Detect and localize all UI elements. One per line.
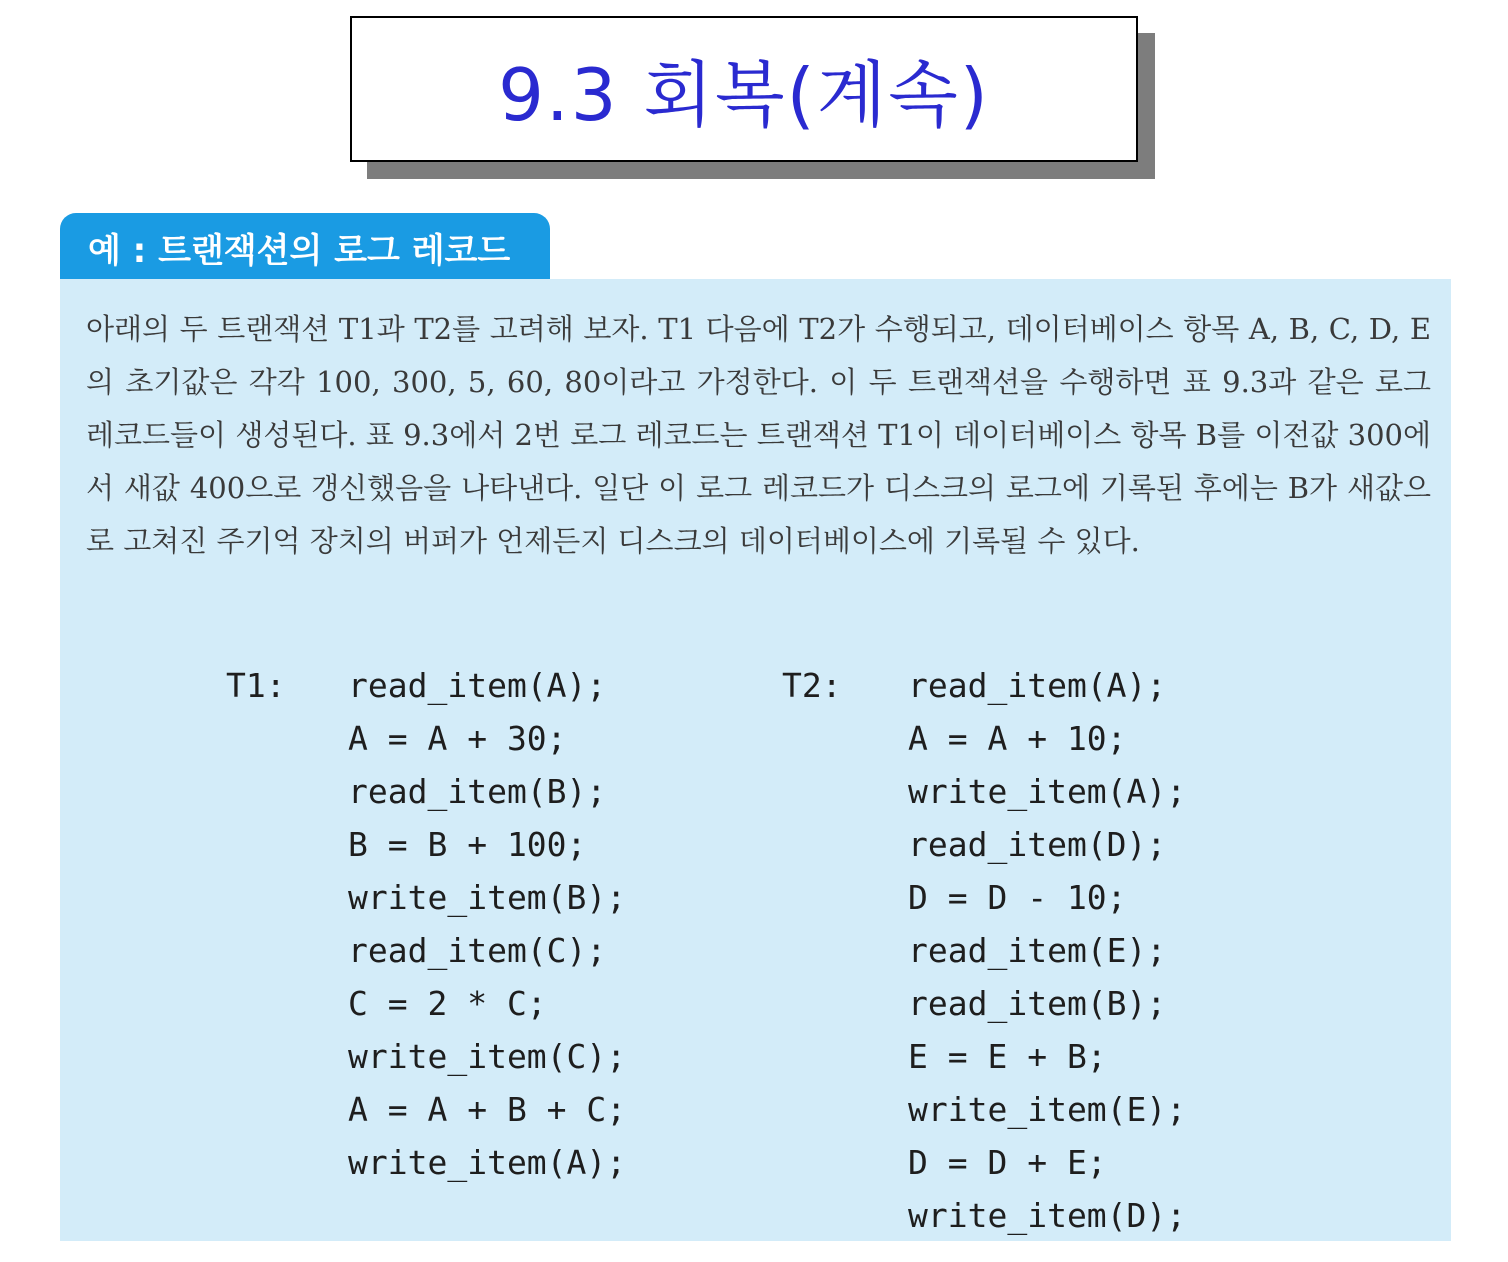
- example-content-panel: [60, 279, 1451, 1241]
- code-line: write_item(A);: [908, 772, 1187, 811]
- t1-label: T1:: [226, 666, 286, 705]
- t2-code-block: [908, 659, 1186, 1242]
- code-line: write_item(E);: [908, 1090, 1187, 1129]
- code-line: D = D - 10;: [908, 878, 1127, 917]
- page-title: 9.3 회복(계속): [498, 53, 990, 137]
- code-line: write_item(D);: [908, 1196, 1187, 1235]
- code-line: D = D + E;: [908, 1143, 1107, 1182]
- title-box: [350, 16, 1138, 162]
- code-line: read_item(C);: [348, 931, 607, 970]
- code-line: read_item(A);: [908, 666, 1167, 705]
- code-line: A = A + 30;: [348, 719, 567, 758]
- code-line: read_item(A);: [348, 666, 607, 705]
- code-line: B = B + 100;: [348, 825, 587, 864]
- code-line: write_item(B);: [348, 878, 627, 917]
- code-line: read_item(D);: [908, 825, 1167, 864]
- example-header-tab: [60, 213, 550, 281]
- t1-code-block: [348, 659, 626, 1189]
- example-header-label: 예 : 트랜잭션의 로그 레코드: [88, 230, 511, 271]
- code-line: A = A + 10;: [908, 719, 1127, 758]
- code-line: read_item(E);: [908, 931, 1167, 970]
- intro-paragraph: 아래의 두 트랜잭션 T1과 T2를 고려해 보자. T1 다음에 T2가 수행되고, 데이터베이스 항목 A, B, C, D, E의 초기값은 각각 100, 300, 5, 60, 80이라고 가정한다. 이 두 트랜잭션을 수행하면 표 9.3과 같은 로그 레코드들이 생성된다. 표 9.3에서 2번 로그 레코드는 트랜잭션 T1이 데이터베이스 항목 B를 이전값 300에서 새값 400으로 갱신했음을 나타낸다. 일단 이 로그 레코드가 디스크의 로그에 기록된 후에는 B가 새값으로 고쳐진 주기억 장치의 버퍼가 언제든지 디스크의 데이터베이스에 기록될 수 있다.: [86, 312, 1431, 558]
- code-line: E = E + B;: [908, 1037, 1107, 1076]
- code-line: write_item(C);: [348, 1037, 627, 1076]
- t2-label: T2:: [782, 666, 842, 705]
- code-line: read_item(B);: [348, 772, 607, 811]
- code-line: read_item(B);: [908, 984, 1167, 1023]
- code-line: A = A + B + C;: [348, 1090, 627, 1129]
- code-line: write_item(A);: [348, 1143, 627, 1182]
- code-line: C = 2 * C;: [348, 984, 547, 1023]
